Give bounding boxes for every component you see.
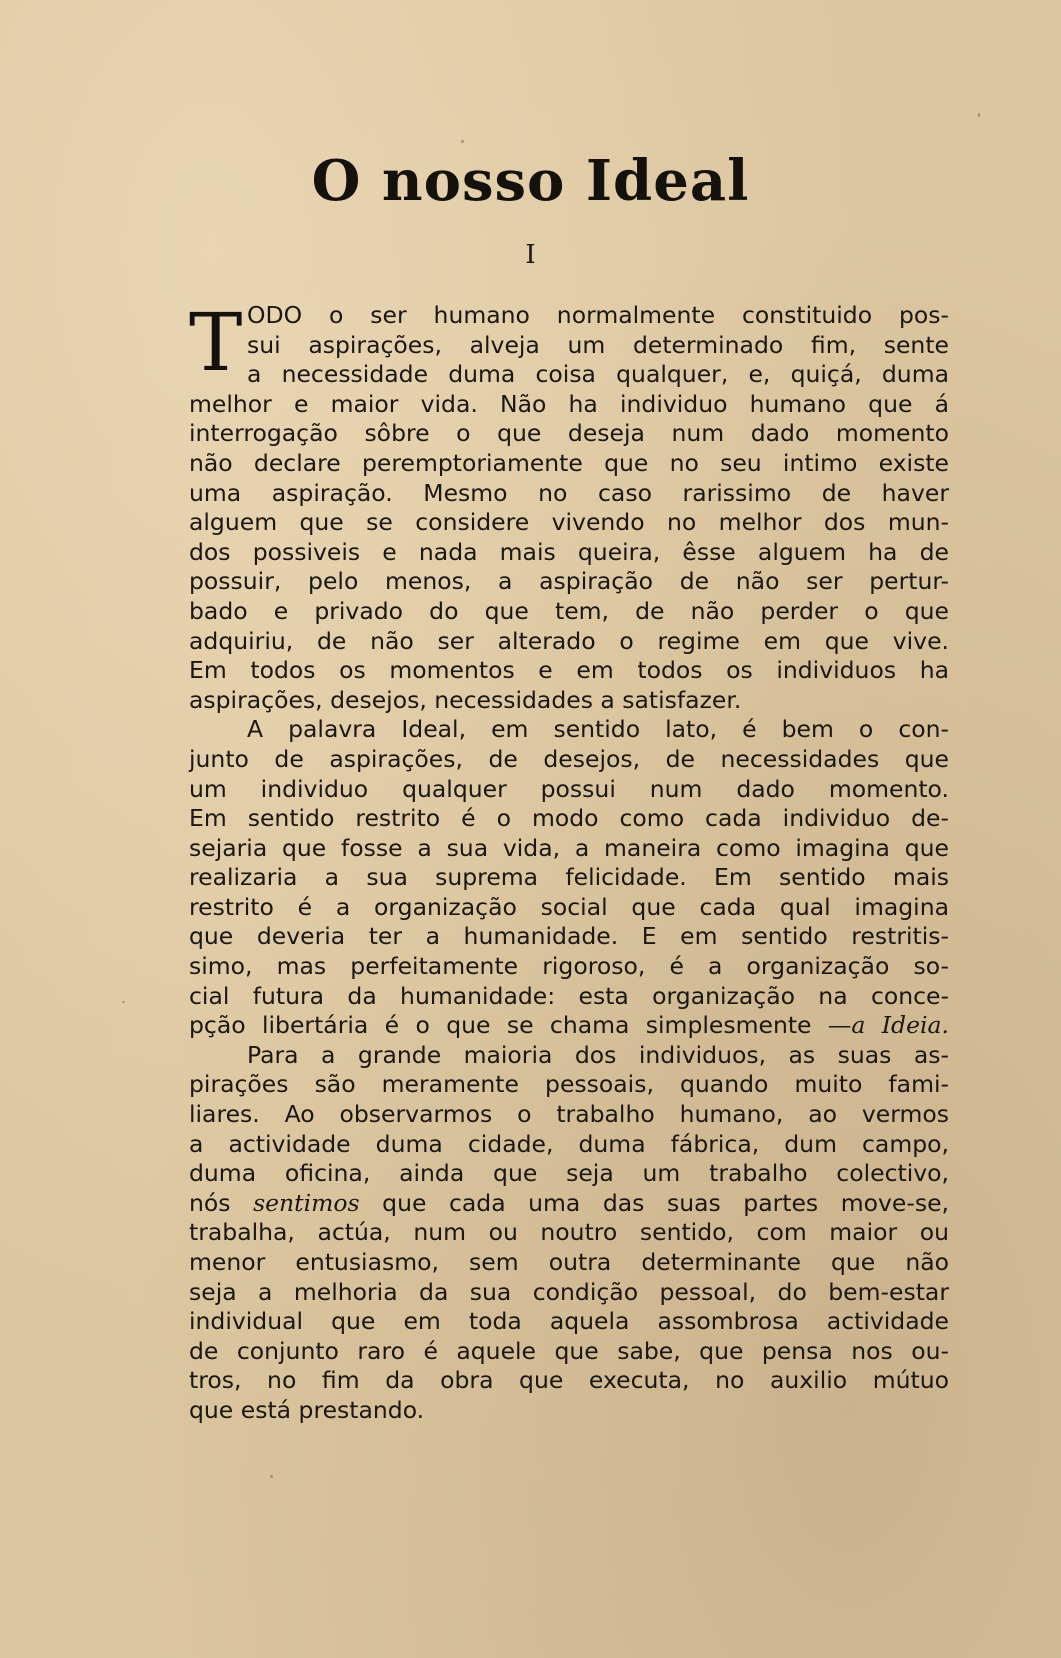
text-line: A palavra Ideal, em sentido lato, é bem o con- — [247, 715, 949, 744]
paper-speck — [461, 140, 464, 143]
text-line: a actividade duma cidade, duma fábrica, dum campo, — [189, 1129, 949, 1158]
text-line: Em sentido restrito é o modo como cada individuo de- — [189, 804, 949, 833]
text-line: que está prestando. — [189, 1395, 425, 1424]
text-line: possuir, pelo menos, a aspiração de não ser pertur- — [189, 567, 949, 596]
text-line: restrito é a organização social que cada qual imagina — [189, 892, 949, 921]
text-line: sejaria que fosse a sua vida, a maneira como imagina que — [189, 833, 949, 862]
text-line: individual que em toda aquela assombrosa actividade — [189, 1307, 949, 1336]
text-line: pirações são meramente pessoais, quando muito fami- — [189, 1070, 949, 1099]
text-line — [189, 1011, 949, 1041]
text-line: um individuo qualquer possui num dado momento. — [189, 774, 949, 803]
text-line: adquiriu, de não ser alterado o regime em que vive. — [189, 626, 949, 655]
page-title: O nosso Ideal — [311, 148, 750, 214]
text-line-main: pção libertária é o que se chama simplesmente — [189, 1011, 812, 1040]
text-line: ODO o ser humano normalmente constituido pos- — [247, 301, 949, 329]
text-line: sui aspirações, alveja um determinado fim, sente — [247, 330, 949, 359]
text-line: bado e privado do que tem, de não perder o que — [189, 596, 949, 625]
text-line: cial futura da humanidade: esta organização na conce- — [189, 981, 949, 1010]
paper-speck — [270, 1475, 273, 1478]
text-line: Para a grande maioria dos individuos, as suas as- — [247, 1040, 949, 1069]
text-line: de conjunto raro é aquele que sabe, que pensa nos ou- — [189, 1336, 949, 1365]
text-line: duma oficina, ainda que seja um trabalho colectivo, — [189, 1159, 949, 1188]
text-line: que deveria ter a humanidade. E em sentido restritis- — [189, 922, 949, 951]
text-line: uma aspiração. Mesmo no caso rarissimo de haver — [189, 478, 949, 507]
body-text — [189, 296, 949, 1426]
text-line-prefix: nós — [189, 1188, 231, 1217]
section-numeral: I — [525, 240, 536, 270]
text-line: dos possiveis e nada mais queira, êsse alguem ha de — [189, 537, 949, 566]
italic-word: sentimos — [253, 1188, 360, 1217]
text-line: seja a melhoria da sua condição pessoal, do bem-estar — [189, 1277, 949, 1306]
paper-speck — [978, 113, 980, 117]
text-line: não declare peremptoriamente que no seu intimo existe — [189, 448, 949, 477]
text-line: liares. Ao observarmos o trabalho humano, ao vermos — [189, 1100, 949, 1129]
text-line: trabalha, actúa, num ou noutro sentido, com maior ou — [189, 1218, 949, 1247]
text-line: aspirações, desejos, necessidades a satisfazer. — [189, 685, 742, 714]
italic-term: —a Ideia. — [827, 1011, 949, 1040]
paper-speck — [912, 1352, 916, 1355]
drop-cap: T — [189, 296, 243, 389]
text-line: Em todos os momentos e em todos os individuos ha — [189, 656, 949, 685]
text-line: melhor e maior vida. Não ha individuo humano que á — [189, 389, 949, 418]
text-line: alguem que se considere vivendo no melhor dos mun- — [189, 508, 949, 537]
text-line: simo, mas perfeitamente rigoroso, é a organização so- — [189, 952, 949, 981]
text-line: a necessidade duma coisa qualquer, e, quiçá, duma — [247, 360, 949, 389]
paper-speck — [122, 1001, 125, 1003]
text-line-main: que cada uma das suas partes move-se, — [382, 1188, 949, 1217]
text-line — [189, 1189, 949, 1219]
text-line: menor entusiasmo, sem outra determinante que não — [189, 1248, 949, 1276]
text-line: interrogação sôbre o que deseja num dado momento — [189, 419, 949, 448]
text-line: realizaria a sua suprema felicidade. Em sentido mais — [189, 863, 949, 892]
text-line: tros, no fim da obra que executa, no auxilio mútuo — [189, 1366, 949, 1395]
text-line: junto de aspirações, de desejos, de necessidades que — [189, 744, 949, 773]
